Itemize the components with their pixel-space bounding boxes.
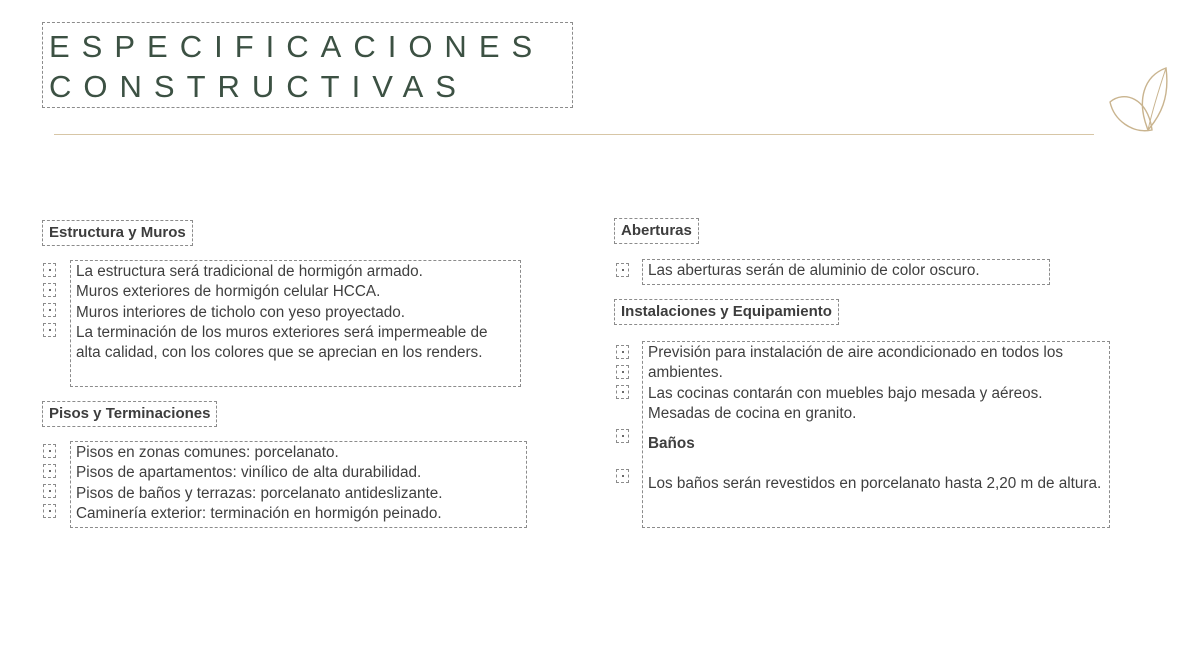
bullet-icon	[43, 444, 56, 458]
list-item: Pisos en zonas comunes: porcelanato.	[76, 444, 339, 461]
bullet-icon	[616, 429, 629, 443]
list-item: La terminación de los muros exteriores será impermeable de alta calidad, con los colores que se aprecian en los renders.	[76, 323, 488, 362]
page-title-line-2: CONSTRUCTIVAS	[49, 69, 468, 104]
list-item: Muros exteriores de hormigón celular HCCA.	[76, 283, 381, 301]
bullet-icon	[43, 504, 56, 518]
bullet-list-estructura	[43, 263, 60, 343]
list-item: Muros interiores de ticholo con yeso proyectado.	[76, 303, 406, 321]
bullet-icon	[43, 283, 56, 297]
bullet-icon	[616, 385, 629, 399]
list-item: La estructura será tradicional de hormigón armado.	[76, 263, 423, 280]
bullet-icon	[43, 323, 56, 337]
bullet-icon	[43, 263, 56, 277]
leaf-icon	[1108, 66, 1182, 138]
bullet-icon	[616, 365, 629, 379]
divider-rule	[54, 134, 1094, 135]
bullet-icon	[43, 464, 56, 478]
bullet-icon	[616, 263, 629, 277]
bullet-icon	[43, 303, 56, 317]
bullet-icon	[616, 345, 629, 359]
list-estructura	[70, 260, 521, 387]
section-heading-instalaciones: Instalaciones y Equipamiento	[614, 299, 839, 325]
list-item: Pisos de baños y terrazas: porcelanato antideslizante.	[76, 484, 443, 502]
bullet-list-pisos	[43, 444, 60, 524]
bullet-icon	[616, 469, 629, 483]
list-pisos	[70, 441, 527, 528]
list-instalaciones	[642, 341, 1110, 528]
section-heading-estructura: Estructura y Muros	[42, 220, 193, 246]
page-title-line-1: ESPECIFICACIONES	[49, 29, 545, 64]
list-item: Mesadas de cocina en granito.	[648, 404, 857, 422]
section-heading-aberturas: Aberturas	[614, 218, 699, 244]
bullet-list-instalaciones	[616, 345, 633, 489]
page-title-box	[42, 22, 573, 108]
list-item: Caminería exterior: terminación en hormigón peinado.	[76, 504, 442, 522]
list-item: Las cocinas contarán con muebles bajo mesada y aéreos.	[648, 384, 1043, 402]
section-heading-pisos: Pisos y Terminaciones	[42, 401, 217, 427]
list-item: Las aberturas serán de aluminio de color oscuro.	[648, 262, 980, 279]
list-item: Los baños serán revestidos en porcelanato hasta 2,20 m de altura.	[648, 475, 1102, 493]
bullet-list-aberturas	[616, 263, 633, 283]
list-item: Previsión para instalación de aire acondicionado en todos los ambientes.	[648, 344, 1063, 382]
list-aberturas	[642, 259, 1050, 285]
subsection-heading-banos: Baños	[648, 435, 695, 453]
bullet-icon	[43, 484, 56, 498]
list-item: Pisos de apartamentos: vinílico de alta durabilidad.	[76, 464, 422, 482]
